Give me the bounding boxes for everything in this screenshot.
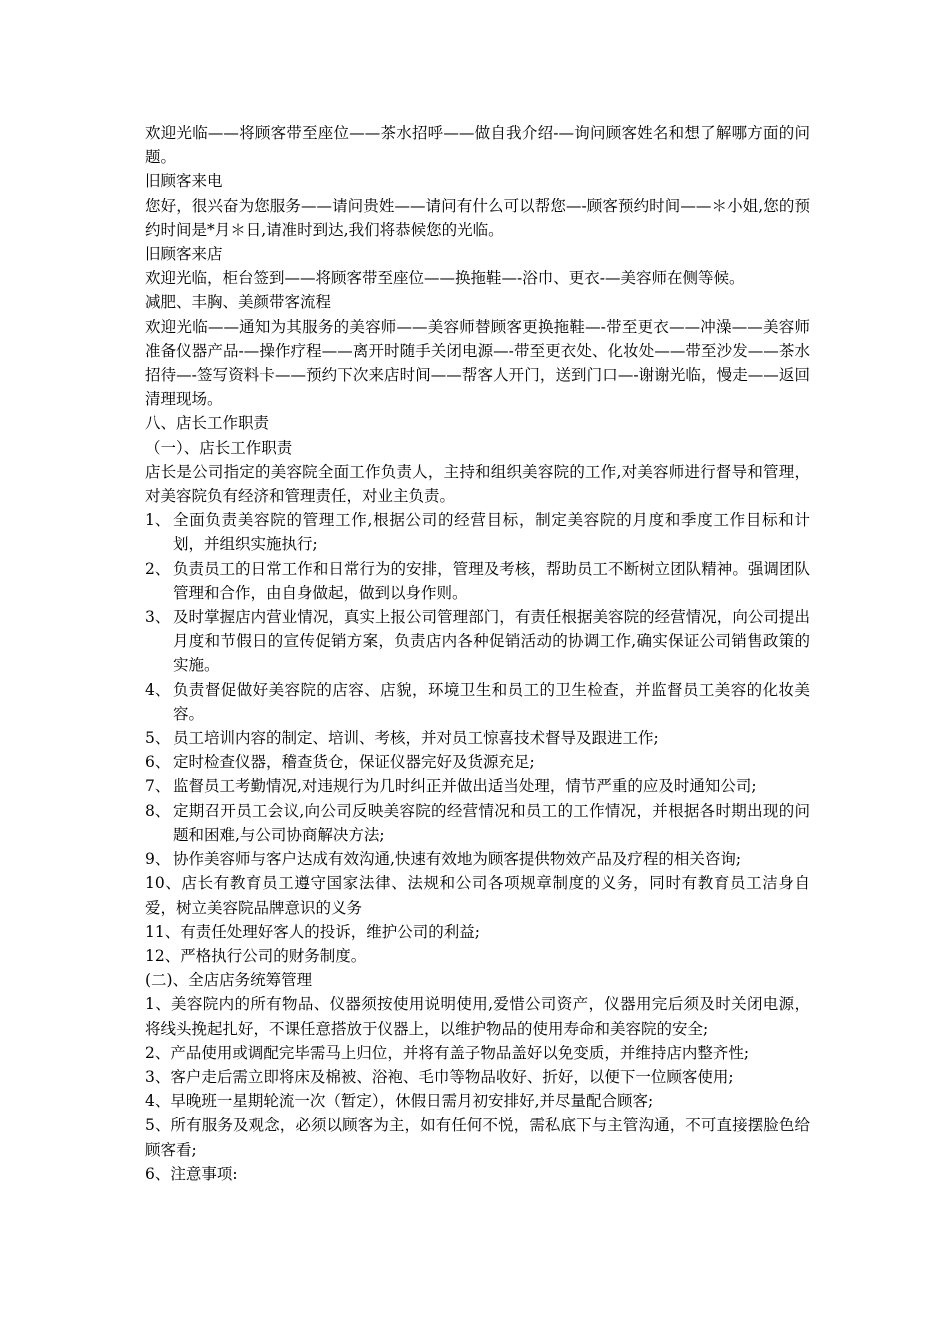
duty-number: 2、: [145, 559, 171, 578]
rule-item: 4、早晚班一星期轮流一次（暂定），休假日需月初安排好,并尽量配合顾客;: [145, 1092, 654, 1111]
duty-item-12: 12、严格执行公司的财务制度。: [145, 946, 367, 965]
duty-number: 7、: [145, 777, 171, 796]
duty-item-11: 11、有责任处理好客人的投诉，维护公司的利益;: [145, 922, 480, 941]
duty-number: 9、: [145, 850, 171, 869]
duty-number: 8、: [145, 801, 171, 820]
duty-item: [145, 557, 810, 605]
duty-text: 员工培训内容的制定、培训、考核，并对员工惊喜技术督导及跟进工作;: [173, 729, 659, 748]
subsection-title-duties: （一）、店长工作职责: [145, 438, 293, 457]
duty-number: 1、: [145, 511, 171, 530]
manager-description: 店长是公司指定的美容院全面工作负责人，主持和组织美容院的工作,对美容师进行督导和管理，对美容院负有经济和管理责任，对业主负责。: [145, 462, 810, 506]
duty-text: 定期召开员工会议,向公司反映美容院的经营情况和员工的工作情况，并根据各时期出现的问题和困难,与公司协商解决方法;: [173, 801, 810, 844]
heading-service-flow: 减肥、丰胸、美颜带客流程: [145, 293, 332, 312]
duty-item: [145, 508, 810, 556]
duty-item: [145, 774, 810, 798]
rule-item: 6、注意事项:: [145, 1164, 238, 1183]
duty-text: 定时检查仪器，稽查货仓，保证仪器完好及货源充足;: [173, 753, 535, 772]
duty-text: 协作美容师与客户达成有效沟通,快速有效地为顾客提供物效产品及疗程的相关咨询;: [173, 850, 742, 869]
duty-item: [145, 678, 810, 726]
phone-script-paragraph: 您好，很兴奋为您服务——请问贵姓——请问有什么可以帮您—-顾客预约时间——＊小姐,您的预约时间是*月＊日,请准时到达,我们将恭候您的光临。: [145, 196, 810, 239]
rule-item: 1、美容院内的所有物品、仪器须按使用说明使用,爱惜公司资产，仪器用完后须及时关闭电源，将线头挽起扎好，不课任意搭放于仪器上，以维护物品的使用寿命和美容院的安全;: [145, 995, 810, 1038]
visit-script-paragraph: 欢迎光临，柜台签到——将顾客带至座位——换拖鞋—-浴巾、更衣-—美容师在侧等候。: [145, 269, 745, 288]
duty-number: 4、: [145, 680, 171, 699]
duty-item: [145, 799, 810, 847]
duty-text: 负责员工的日常工作和日常行为的安排，管理及考核，帮助员工不断树立团队精神。强调团队管理和合作，由自身做起，做到以身作则。: [173, 559, 810, 602]
duty-item: [145, 605, 810, 678]
subsection-title-store-management: (二)、全店店务统筹管理: [145, 971, 313, 990]
duty-text: 监督员工考勤情况,对违规行为几时纠正并做出适当处理，情节严重的应及时通知公司;: [173, 777, 757, 796]
duty-item: [145, 847, 810, 871]
intro-paragraph: 欢迎光临——将顾客带至座位——茶水招呼——做自我介绍-—询问顾客姓名和想了解哪方面的问题。: [145, 124, 810, 167]
duty-number: 6、: [145, 753, 171, 772]
duty-item: [145, 726, 810, 750]
duty-number: 5、: [145, 729, 171, 748]
rule-item: 2、产品使用或调配完毕需马上归位，并将有盖子物品盖好以免变质，并维持店内整齐性;: [145, 1043, 750, 1062]
rule-item: 5、所有服务及观念，必须以顾客为主，如有任何不悦，需私底下与主管沟通，不可直接摆脸色给顾客看;: [145, 1116, 810, 1159]
document-page: [145, 121, 810, 1186]
rule-item: 3、客户走后需立即将床及棉被、浴袍、毛巾等物品收好、折好，以便下一位顾客使用;: [145, 1067, 734, 1086]
heading-old-customer-visit: 旧顾客来店: [145, 245, 223, 264]
heading-old-customer-call: 旧顾客来电: [145, 172, 223, 191]
duty-text: 及时掌握店内营业情况，真实上报公司管理部门，有责任根据美容院的经营情况，向公司提出月度和节假日的宣传促销方案，负责店内各种促销活动的协调工作,确实保证公司销售政策的实施。: [173, 608, 810, 675]
section-title: 八、店长工作职责: [145, 414, 270, 433]
service-flow-paragraph: 欢迎光临——通知为其服务的美容师——美容师替顾客更换拖鞋—-带至更衣——冲澡——美容师准备仪器产品-—操作疗程——离开时随手关闭电源—-带至更衣处、化妆处——带至沙发——茶水招待—-签写资料卡——预约下次来店时间——帮客人开门，送到门口—-谢谢光临，慢走——返回清理现场。: [145, 317, 810, 409]
duty-number: 3、: [145, 608, 171, 627]
duty-text: 负责督促做好美容院的店容、店貌，环境卫生和员工的卫生检查，并监督员工美容的化妆美容。: [173, 680, 810, 723]
duty-item-10: 10、店长有教育员工遵守国家法律、法规和公司各项规章制度的义务，同时有教育员工洁身自爱，树立美容院品牌意识的义务: [145, 874, 810, 917]
duty-item: [145, 750, 810, 774]
duty-text: 全面负责美容院的管理工作,根据公司的经营目标，制定美容院的月度和季度工作目标和计划，并组织实施执行;: [173, 511, 810, 554]
